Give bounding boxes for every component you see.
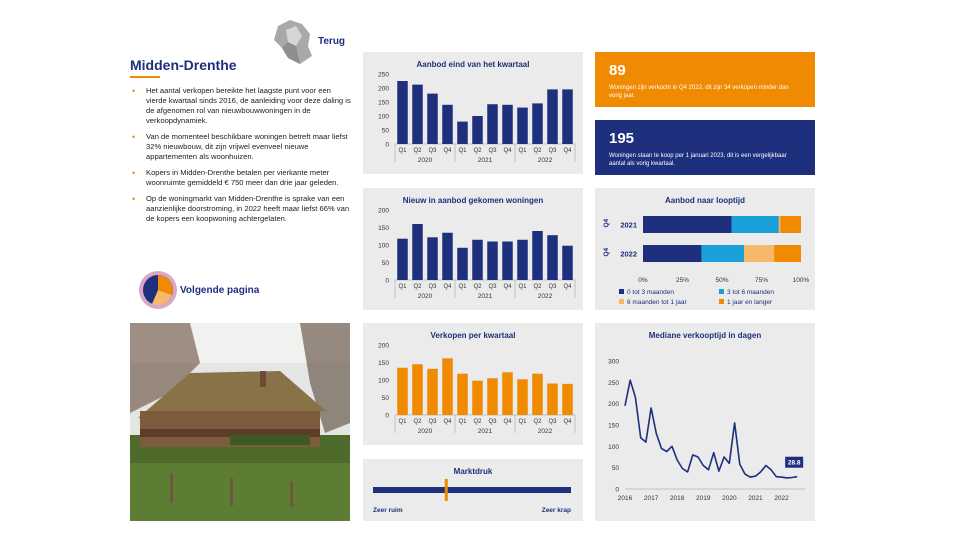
verkopen-chart-title: Verkopen per kwartaal: [430, 331, 516, 340]
group-label: 2021: [477, 428, 493, 435]
x-tick-label: Q3: [428, 284, 437, 290]
bar-segment: [780, 216, 801, 233]
bar: [412, 364, 423, 415]
bar: [532, 374, 543, 415]
bullet-text: Van de momenteel beschikbare woningen betreft maar liefst 32% nieuwbouw, dit zijn vrijwel evenveel nieuwe appartementen als woonhuizen.: [146, 132, 348, 161]
bar: [457, 122, 468, 144]
x-tick-label: Q2: [473, 284, 482, 290]
y-tick-label: 200: [378, 207, 389, 215]
bar: [562, 384, 573, 415]
bar: [517, 240, 528, 280]
y-tick-label: 150: [378, 225, 389, 232]
legend-label: 3 tot 6 maanden: [727, 289, 774, 296]
map-icon: [272, 18, 316, 66]
x-tick-label: Q2: [413, 148, 422, 154]
legend-swatch: [619, 289, 624, 294]
kpi-sales-text: Woningen zijn verkocht in Q4 2022, dit zijn 34 verkopen minder dan vorig jaar.: [609, 85, 789, 99]
bar: [547, 235, 558, 280]
pie-chart-icon: [138, 270, 178, 310]
kpi-supply-text: Woningen staan te koop per 1 januari 2023, dit is een vergelijkbaar aantal als vorig kwartaal.: [609, 153, 787, 167]
x-tick-label: Q1: [398, 284, 407, 290]
bar: [442, 233, 453, 280]
y-tick-label: 250: [378, 71, 389, 79]
x-tick-label: Q1: [458, 148, 467, 154]
x-tick-label: 75%: [754, 277, 769, 284]
bar: [532, 231, 543, 280]
kpi-sales: [595, 52, 815, 107]
looptijd-chart-panel: [595, 188, 815, 310]
x-tick-label: Q3: [548, 284, 557, 290]
meter-track: [373, 487, 571, 493]
y-tick-label: 2021: [620, 220, 637, 230]
y-tick-label: 50: [381, 395, 389, 402]
x-tick-label: Q1: [398, 419, 407, 425]
meter-indicator: [445, 479, 448, 501]
bar: [412, 85, 423, 144]
y-tick-label: 100: [378, 377, 389, 385]
x-tick-label: 100%: [792, 277, 810, 284]
aanbod-chart: [363, 52, 583, 174]
x-tick-label: Q2: [533, 284, 542, 290]
bar: [517, 379, 528, 415]
y-tick-label: 150: [378, 360, 389, 367]
bullet-text: Op de woningmarkt van Midden-Drenthe is sprake van een aanzienlijke doorstroming, in 2022 heeft maar liefst 66% van de kopers een koopwoning achtergelaten.: [146, 194, 350, 223]
x-tick-label: Q4: [503, 419, 512, 425]
mediaan-chart-panel: [595, 323, 815, 521]
x-tick-label: Q4: [443, 419, 452, 425]
x-tick-label: 2018: [669, 495, 685, 502]
bar: [562, 89, 573, 144]
mediaan-chart-title: Mediane verkooptijd in dagen: [648, 331, 762, 340]
bullet-item: [130, 194, 352, 224]
bar: [457, 248, 468, 280]
bar-segment: [744, 245, 774, 262]
data-label: 28.8: [787, 459, 801, 467]
nieuw-chart-title: Nieuw in aanbod gekomen woningen: [402, 196, 544, 205]
x-tick-label: 25%: [675, 277, 690, 284]
y-tick-label: 2022: [620, 249, 637, 259]
legend-label: 0 tot 3 maanden: [627, 289, 674, 296]
bar-segment: [774, 245, 801, 262]
y-tick-label: 150: [608, 422, 619, 430]
legend-swatch: [719, 289, 724, 294]
x-tick-label: Q1: [518, 148, 527, 154]
bar-segment: [779, 216, 781, 233]
x-tick-label: Q1: [458, 419, 467, 425]
x-tick-label: 50%: [715, 277, 729, 284]
x-tick-label: Q2: [473, 419, 482, 425]
group-label: 2021: [477, 157, 493, 164]
back-link[interactable]: [272, 18, 362, 68]
looptijd-chart-title: Aanbod naar looptijd: [665, 196, 745, 205]
x-tick-label: Q3: [488, 419, 497, 425]
bar: [397, 368, 408, 415]
bar: [442, 358, 453, 415]
group-label: 2020: [417, 157, 433, 164]
bullet-icon: •: [132, 132, 136, 142]
bar: [442, 105, 453, 144]
meter-left-label: Zeer ruim: [373, 507, 403, 514]
bar: [472, 116, 483, 144]
back-label: Terug: [318, 36, 346, 47]
y-tick-label: 200: [378, 85, 389, 93]
aanbod-chart-title: Aanbod eind van het kwartaal: [416, 60, 530, 69]
marktdruk-panel: [363, 459, 583, 521]
y-tick-label: 200: [608, 401, 619, 409]
bullet-icon: •: [132, 194, 136, 204]
y-tick-label: 0: [385, 412, 389, 420]
bar: [502, 105, 513, 144]
x-tick-label: 2021: [748, 495, 763, 502]
bullet-item: [130, 86, 352, 126]
x-tick-label: Q4: [443, 148, 452, 154]
legend-label: 1 jaar en langer: [727, 299, 773, 306]
bullet-icon: •: [132, 168, 136, 178]
legend-swatch: [719, 299, 724, 304]
x-tick-label: Q3: [488, 284, 497, 290]
bar: [457, 374, 468, 415]
bar: [532, 103, 543, 144]
bar-segment: [643, 216, 731, 233]
legend-label: 6 maanden tot 1 jaar: [627, 299, 687, 306]
next-page-label: Volgende pagina: [180, 285, 260, 296]
nieuw-chart-panel: [363, 188, 583, 310]
x-tick-label: Q4: [503, 284, 512, 290]
nieuw-chart: [363, 188, 583, 310]
kpi-sales-value: 89: [609, 62, 626, 79]
x-tick-label: 2016: [617, 495, 633, 502]
x-tick-label: 2020: [722, 495, 737, 502]
x-tick-label: Q4: [563, 284, 572, 290]
x-tick-label: 2017: [643, 495, 659, 502]
x-tick-label: Q4: [503, 148, 512, 154]
group-label: 2022: [537, 293, 553, 300]
x-tick-label: Q4: [563, 419, 572, 425]
x-tick-label: Q1: [458, 284, 467, 290]
verkopen-chart: [363, 323, 583, 445]
next-page-button[interactable]: [138, 270, 278, 310]
x-tick-label: Q1: [518, 419, 527, 425]
kpi-supply: [595, 120, 815, 175]
bar: [487, 242, 498, 281]
y-tick-label: 250: [608, 379, 619, 387]
bar: [427, 369, 438, 415]
y-tick-label: 50: [611, 465, 619, 473]
bar: [412, 224, 423, 280]
bullet-list: [130, 86, 352, 230]
group-label: 2021: [477, 293, 493, 300]
group-label: Q4: [603, 218, 610, 228]
group-label: Q4: [603, 247, 610, 257]
bar-segment: [731, 216, 778, 233]
y-tick-label: 300: [608, 358, 619, 366]
x-tick-label: 2019: [696, 495, 711, 502]
bar: [547, 89, 558, 144]
x-tick-label: Q3: [428, 419, 437, 425]
y-tick-label: 150: [378, 99, 389, 107]
x-tick-label: Q2: [533, 148, 542, 154]
y-tick-label: 50: [381, 127, 389, 135]
title-underline: [130, 76, 160, 78]
bullet-text: Kopers in Midden-Drenthe betalen per vierkante meter woonruimte gemiddeld € 750 meer dan drie jaar geleden.: [146, 168, 339, 187]
bar: [502, 372, 513, 415]
bar-segment: [643, 245, 701, 262]
x-tick-label: Q2: [473, 148, 482, 154]
bar: [427, 94, 438, 144]
bar: [487, 378, 498, 415]
x-tick-label: Q2: [413, 419, 422, 425]
group-label: 2020: [417, 293, 433, 300]
x-tick-label: Q1: [398, 148, 407, 154]
y-tick-label: 100: [608, 443, 619, 451]
x-tick-label: 2022: [774, 495, 789, 502]
bar: [472, 240, 483, 280]
page-title: Midden-Drenthe: [130, 57, 237, 73]
meter-right-label: Zeer krap: [541, 507, 571, 514]
marktdruk-title: Marktdruk: [453, 467, 493, 476]
bullet-text: Het aantal verkopen bereikte het laagste punt voor een vierde kwartaal sinds 2016, de aanleiding voor deze daling is de afgenomen rol van nieuwbouwwoningen in de verkoopdynamiek.: [146, 86, 351, 125]
bar: [397, 81, 408, 144]
y-tick-label: 50: [381, 260, 389, 267]
farmhouse-photo: [130, 323, 350, 521]
bar: [472, 381, 483, 415]
x-tick-label: Q4: [563, 148, 572, 154]
looptijd-chart: [595, 188, 815, 310]
x-tick-label: Q2: [413, 284, 422, 290]
series-line: [625, 380, 797, 478]
aanbod-chart-panel: [363, 52, 583, 174]
bar: [502, 242, 513, 281]
y-tick-label: 0: [615, 486, 619, 494]
bar: [487, 104, 498, 144]
bar: [547, 384, 558, 416]
bar: [562, 246, 573, 280]
bar: [517, 108, 528, 144]
group-label: 2022: [537, 157, 553, 164]
bullet-item: [130, 132, 352, 162]
group-label: 2022: [537, 428, 553, 435]
x-tick-label: Q2: [533, 419, 542, 425]
y-tick-label: 0: [385, 277, 389, 285]
y-tick-label: 100: [378, 242, 389, 250]
legend-swatch: [619, 299, 624, 304]
x-tick-label: Q3: [548, 419, 557, 425]
y-tick-label: 100: [378, 113, 389, 121]
x-tick-label: Q3: [548, 148, 557, 154]
x-tick-label: Q3: [428, 148, 437, 154]
group-label: 2020: [417, 428, 433, 435]
y-tick-label: 200: [378, 342, 389, 350]
bar: [397, 239, 408, 280]
x-tick-label: 0%: [638, 277, 648, 284]
x-tick-label: Q3: [488, 148, 497, 154]
bar: [427, 237, 438, 280]
bullet-item: [130, 168, 352, 188]
kpi-supply-value: 195: [609, 130, 635, 147]
verkopen-chart-panel: [363, 323, 583, 445]
bar-segment: [701, 245, 744, 262]
bullet-icon: •: [132, 86, 136, 96]
x-tick-label: Q1: [518, 284, 527, 290]
y-tick-label: 0: [385, 141, 389, 149]
x-tick-label: Q4: [443, 284, 452, 290]
mediaan-chart: [595, 323, 815, 521]
